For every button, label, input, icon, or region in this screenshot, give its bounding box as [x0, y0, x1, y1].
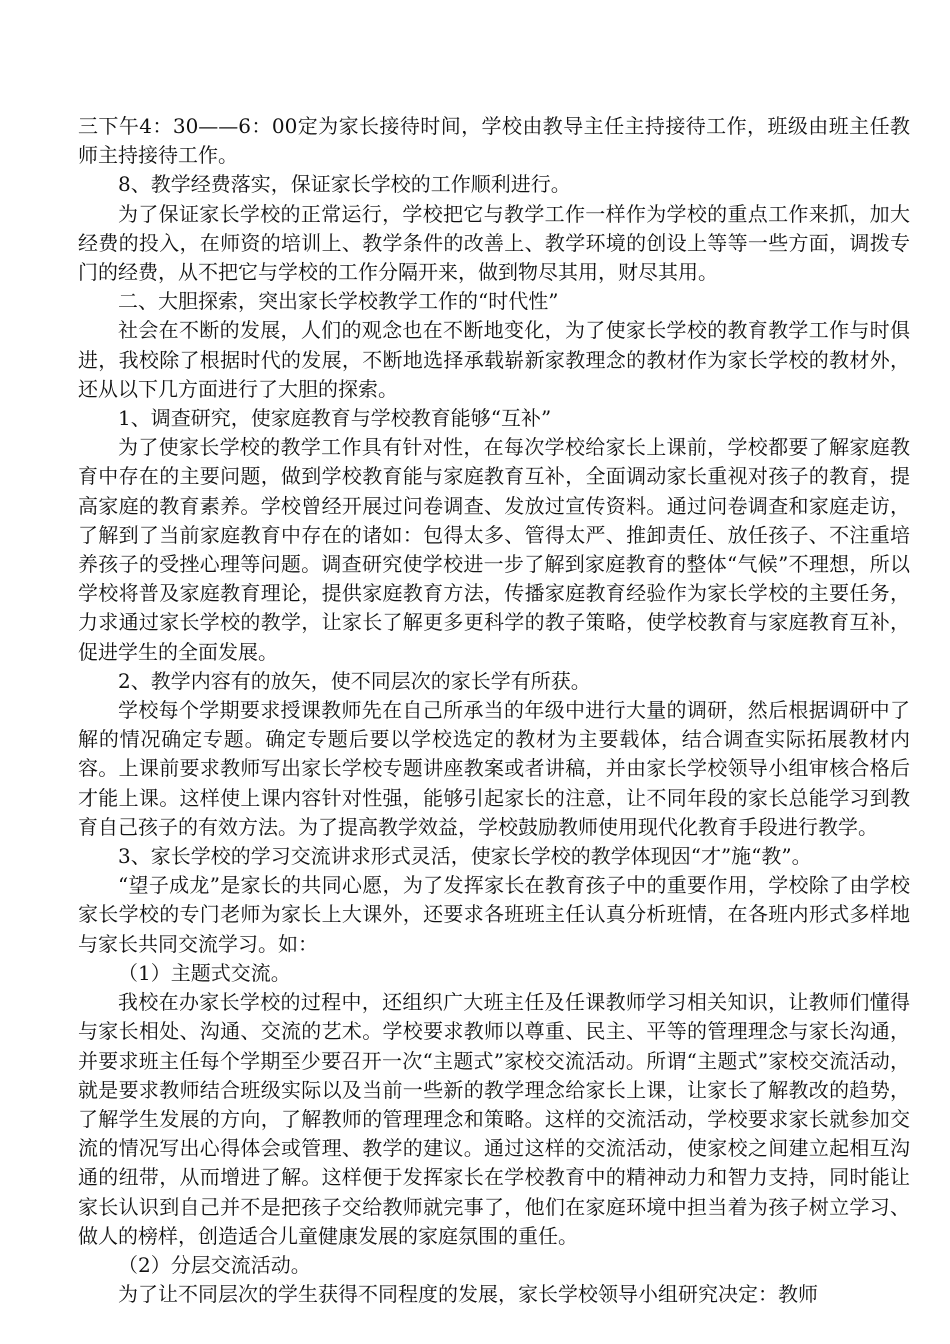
paragraph-tiered-exchange: 为了让不同层次的学生获得不同程度的发展，家长学校领导小组研究决定：教师	[118, 1282, 818, 1307]
subheading-exchange: 3、家长学校的学习交流讲求形式灵活，使家长学校的教学体现因“才”施“教”。	[118, 844, 812, 869]
subheading-themed-exchange: （1）主题式交流。	[118, 960, 291, 985]
document-page	[78, 112, 910, 1309]
paragraph-content: 学校每个学期要求授课教师先在自己所承当的年级中进行大量的调研，然后根据调研中了解的情况确定专题。确定专题后要以学校选定的教材为主要载体，结合调查实际拓展教材内容。上课前要求教师写出家长学校专题讲座教案或者讲稿，并由家长学校领导小组审核合格后才能上课。这样使上课内容针对性强，能够引起家长的注意，让不同年段的家长总能学习到教育自己孩子的有效方法。为了提高教学效益，学校鼓励教师使用现代化教育手段进行教学。	[78, 698, 910, 839]
paragraph-funding: 为了保证家长学校的正常运行，学校把它与教学工作一样作为学校的重点工作来抓，加大经费的投入，在师资的培训上、教学条件的改善上、教学环境的创设上等等一些方面，调拨专门的经费，从不把它与学校的工作分隔开来，做到物尽其用，财尽其用。	[78, 201, 910, 285]
subheading-survey: 1、调查研究，使家庭教育与学校教育能够“互补”	[118, 406, 552, 431]
subheading-content: 2、教学内容有的放矢，使不同层次的家长学有所获。	[118, 668, 591, 693]
paragraph-reception-time: 三下午4：30——6：00定为家长接待时间，学校由教导主任主持接待工作，班级由班主任教师主持接待工作。	[78, 114, 910, 168]
section-heading-exploration: 二、大胆探索，突出家长学校教学工作的“时代性”	[118, 289, 559, 314]
subheading-tiered-exchange: （2）分层交流活动。	[118, 1252, 311, 1277]
subheading-funding: 8、教学经费落实，保证家长学校的工作顺利进行。	[118, 172, 571, 197]
paragraph-themed-exchange: 我校在办家长学校的过程中，还组织广大班主任及任课教师学习相关知识，让教师们懂得与家长相处、沟通、交流的艺术。学校要求教师以尊重、民主、平等的管理理念与家长沟通，并要求班主任每个学期至少要召开一次“主题式”家校交流活动。所谓“主题式”家校交流活动，就是要求教师结合班级实际以及当前一些新的教学理念给家长上课，让家长了解教改的趋势，了解学生发展的方向，了解教师的管理理念和策略。这样的交流活动，学校要求家长就参加交流的情况写出心得体会或管理、教学的建议。通过这样的交流活动，使家校之间建立起相互沟通的纽带，从而增进了解。这样便于发挥家长在学校教育中的精神动力和智力支持，同时能让家长认识到自己并不是把孩子交给教师就完事了，他们在家庭环境中担当着为孩子树立学习、做人的榜样，创造适合儿童健康发展的家庭氛围的重任。	[78, 990, 910, 1248]
paragraph-survey: 为了使家长学校的教学工作具有针对性，在每次学校给家长上课前，学校都要了解家庭教育中存在的主要问题，做到学校教育能与家庭教育互补，全面调动家长重视对孩子的教育，提高家庭的教育素养。学校曾经开展过问卷调查、发放过宣传资料。通过问卷调查和家庭走访，了解到了当前家庭教育中存在的诸如：包得太多、管得太严、推卸责任、放任孩子、不注重培养孩子的受挫心理等问题。调查研究使学校进一步了解到家庭教育的整体“气候”不理想，所以学校将普及家庭教育理论，提供家庭教育方法，传播家庭教育经验作为家长学校的主要任务，力求通过家长学校的教学，让家长了解更多更科学的教子策略，使学校教育与家庭教育互补，促进学生的全面发展。	[78, 435, 910, 664]
paragraph-exploration-intro: 社会在不断的发展，人们的观念也在不断地变化，为了使家长学校的教育教学工作与时俱进，我校除了根据时代的发展，不断地选择承载崭新家教理念的教材作为家长学校的教材外，还从以下几方面进行了大胆的探索。	[78, 318, 910, 401]
paragraph-exchange-intro: “望子成龙”是家长的共同心愿，为了发挥家长在教育孩子中的重要作用，学校除了由学校家长学校的专门老师为家长上大课外，还要求各班班主任认真分析班情，在各班内形式多样地与家长共同交流学习。如：	[78, 873, 910, 956]
